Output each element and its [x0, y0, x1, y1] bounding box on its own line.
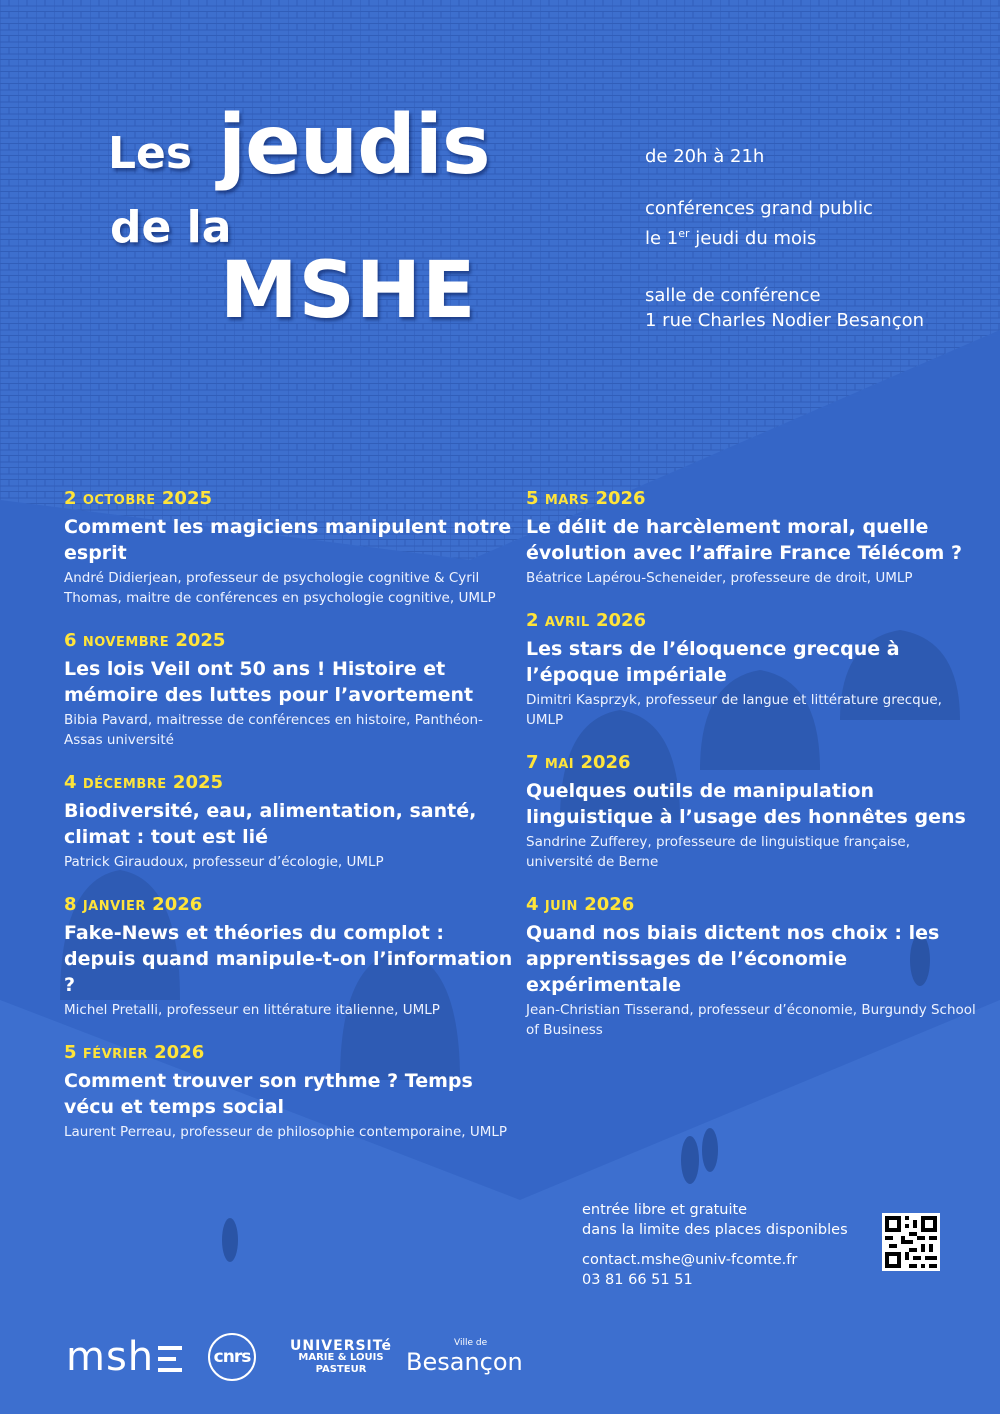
event-item: [526, 610, 976, 730]
events-column-right: [526, 488, 976, 1062]
event-item: [64, 772, 514, 872]
event-title: Biodiversité, eau, alimentation, santé, climat : tout est lié: [64, 800, 477, 848]
qr-code-icon[interactable]: [882, 1213, 940, 1271]
schedule-description: [645, 196, 873, 251]
event-date: 4 JUIN 2026: [526, 894, 635, 915]
event-date: 5 MARS 2026: [526, 488, 646, 509]
venue-line2: 1 rue Charles Nodier Besançon: [645, 310, 925, 331]
event-item: [64, 1042, 514, 1142]
event-item: [64, 894, 514, 1020]
title-de-la: de la: [110, 202, 232, 253]
contact-email[interactable]: contact.mshe@univ-fcomte.fr: [582, 1252, 798, 1268]
event-date: 7 MAI 2026: [526, 752, 631, 773]
event-speaker: Dimitri Kasprzyk, professeur de langue et littérature grecque, UMLP: [526, 692, 942, 728]
universite-marie-louis-pasteur-logo: UNIVERSITé MARIE & LOUIS PASTEUR: [290, 1338, 392, 1375]
entry-line1: entrée libre et gratuite: [582, 1202, 748, 1218]
event-date: 2 OCTOBRE 2025: [64, 488, 213, 509]
event-title: Quelques outils de manipulation linguistique à l’usage des honnêtes gens: [526, 780, 966, 828]
event-date: 5 FÉVRIER 2026: [64, 1042, 205, 1063]
event-date: 8 JANVIER 2026: [64, 894, 203, 915]
event-speaker: Sandrine Zufferey, professeure de linguistique française, université de Berne: [526, 834, 910, 870]
event-date: 4 DÉCEMBRE 2025: [64, 772, 224, 793]
event-item: [526, 752, 976, 872]
venue-line1: salle de conférence: [645, 285, 821, 306]
cnrs-logo: cnrs: [208, 1333, 256, 1381]
event-speaker: André Didierjean, professeur de psychologie cognitive & Cyril Thomas, maitre de conférences en psychologie cognitive, UMLP: [64, 570, 496, 606]
event-item: [64, 630, 514, 750]
event-date: 2 AVRIL 2026: [526, 610, 647, 631]
event-item: [64, 488, 514, 608]
title-jeudis: jeudis: [218, 98, 490, 193]
event-title: Les lois Veil ont 50 ans ! Histoire et mémoire des luttes pour l’avortement: [64, 658, 474, 706]
event-title: Quand nos biais dictent nos choix : les apprentissages de l’économie expérimentale: [526, 922, 940, 996]
event-speaker: Bibia Pavard, maitresse de conférences en histoire, Panthéon-Assas université: [64, 712, 483, 748]
event-date: 6 NOVEMBRE 2025: [64, 630, 226, 651]
event-speaker: Jean-Christian Tisserand, professeur d’économie, Burgundy School of Business: [526, 1002, 976, 1038]
event-speaker: Laurent Perreau, professeur de philosophie contemporaine, UMLP: [64, 1124, 508, 1140]
event-title: Comment trouver son rythme ? Temps vécu et temps social: [64, 1070, 473, 1118]
event-item: [526, 894, 976, 1040]
title-les: Les: [108, 128, 193, 179]
entry-line2: dans la limite des places disponibles: [582, 1222, 848, 1238]
event-speaker: Patrick Giraudoux, professeur d’écologie, UMLP: [64, 854, 384, 870]
contact-phone: 03 81 66 51 51: [582, 1272, 693, 1288]
schedule-line2: le 1er jeudi du mois: [645, 227, 817, 249]
event-title: Comment les magiciens manipulent notre esprit: [64, 516, 512, 564]
footer-contact: [582, 1200, 848, 1290]
event-title: Les stars de l’éloquence grecque à l’époque impériale: [526, 638, 900, 686]
venue: [645, 283, 924, 333]
event-item: [526, 488, 976, 588]
event-title: Fake-News et théories du complot : depuis quand manipule-t-on l’information ?: [64, 922, 513, 996]
event-speaker: Béatrice Lapérou-Scheneider, professeure de droit, UMLP: [526, 570, 913, 586]
schedule-line1: conférences grand public: [645, 198, 873, 219]
mshe-logo: msh: [66, 1334, 182, 1380]
event-speaker: Michel Pretalli, professeur en littérature italienne, UMLP: [64, 1002, 440, 1018]
events-column-left: [64, 488, 514, 1164]
title-mshe: MSHE: [220, 246, 477, 336]
event-title: Le délit de harcèlement moral, quelle évolution avec l’affaire France Télécom ?: [526, 516, 962, 564]
schedule-hours: de 20h à 21h: [645, 146, 765, 167]
